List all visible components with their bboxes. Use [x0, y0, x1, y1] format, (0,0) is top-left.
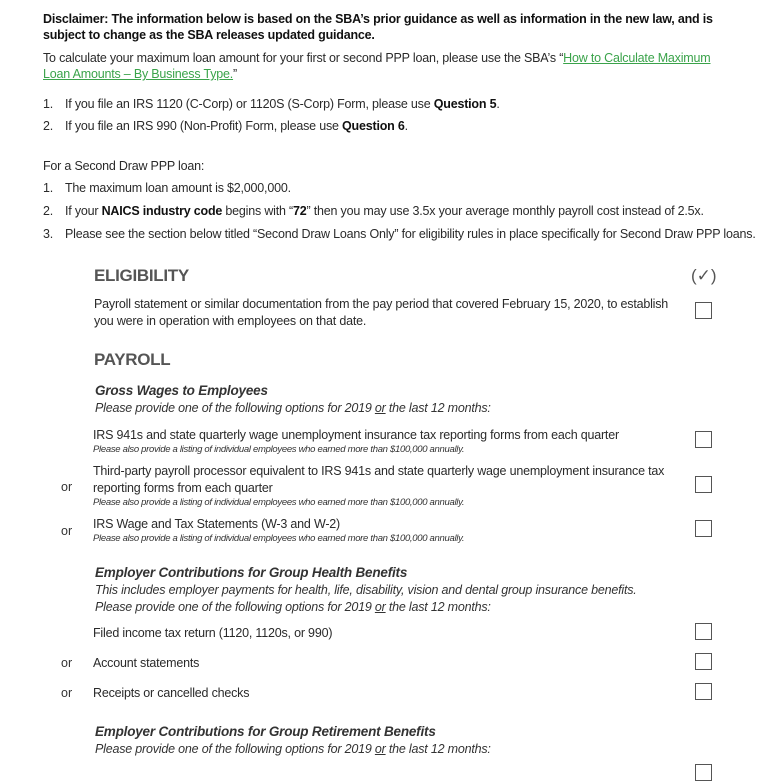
option-checkbox[interactable]	[695, 520, 712, 537]
retirement-benefits-heading: Employer Contributions for Group Retirement Benefits	[95, 724, 436, 739]
list-item: 1. If you file an IRS 1120 (C-Corp) or 1120S (S-Corp) Form, please use Question 5.	[43, 97, 500, 111]
option-checkbox[interactable]	[695, 764, 712, 781]
retirement-benefits-note: Please provide one of the following options for 2019 or the last 12 months:	[95, 742, 491, 756]
option-note: Please also provide a listing of individual employees who earned more than $100,000 annually.	[93, 444, 465, 455]
option-text: Filed income tax return (1120, 1120s, or 990)	[93, 626, 333, 640]
disclaimer-text: Disclaimer: The information below is based on the SBA’s prior guidance as well as information in the new law, and is subject to change as the SBA releases updated guidance.	[43, 12, 713, 42]
option-text: Receipts or cancelled checks	[93, 686, 250, 700]
option-text-cont: reporting forms from each quarter	[93, 481, 273, 495]
option-text: IRS 941s and state quarterly wage unemployment insurance tax reporting forms from each quarter	[93, 428, 619, 442]
option-checkbox[interactable]	[695, 431, 712, 448]
or-label: or	[61, 656, 73, 670]
question-ref: Question 6	[342, 119, 405, 133]
question-ref: Question 5	[433, 97, 497, 111]
list-number: 2.	[43, 119, 54, 133]
option-note: Please also provide a listing of individual employees who earned more than $100,000 annually.	[93, 497, 465, 508]
option-text: Third-party payroll processor equivalent to IRS 941s and state quarterly wage unemployment insurance tax	[93, 464, 665, 478]
health-benefits-heading: Employer Contributions for Group Health Benefits	[95, 565, 408, 580]
health-benefits-note2: Please provide one of the following options for 2019 or the last 12 months:	[95, 600, 491, 614]
or-label: or	[61, 524, 73, 538]
option-text: IRS Wage and Tax Statements (W-3 and W-2)	[93, 517, 341, 531]
list-item: 2. If you file an IRS 990 (Non-Profit) Form, please use Question 6.	[43, 119, 408, 133]
option-checkbox[interactable]	[695, 476, 712, 493]
intro-paragraph	[43, 50, 733, 82]
or-label: or	[61, 686, 73, 700]
gross-wages-heading: Gross Wages to Employees	[95, 383, 268, 398]
option-checkbox[interactable]	[695, 683, 712, 700]
health-benefits-note: This includes employer payments for health, life, disability, vision and dental group insurance benefits.	[95, 583, 637, 597]
option-note: Please also provide a listing of individual employees who earned more than $100,000 annually.	[93, 533, 465, 544]
list-text: If you file an IRS 990 (Non-Profit) Form, please use	[65, 119, 343, 133]
option-text: Account statements	[93, 656, 200, 670]
list-item: 3. Please see the section below titled “Second Draw Loans Only” for eligibility rules in place specifically for Second Draw PPP loans.	[43, 227, 756, 241]
naics-code-label: NAICS industry code	[101, 204, 223, 218]
payroll-heading: PAYROLL	[94, 350, 171, 369]
list-number: 1.	[43, 97, 54, 111]
max-loan-link[interactable]: How to Calculate Maximum Loan Amounts – By Business Type.	[43, 51, 711, 81]
second-draw-heading: For a Second Draw PPP loan:	[43, 159, 205, 173]
eligibility-heading: ELIGIBILITY	[94, 266, 189, 285]
eligibility-item-text: Payroll statement or similar documentation from the pay period that covered February 15, 2020, to establish you were in operation with employees on that date.	[94, 297, 669, 328]
option-checkbox[interactable]	[695, 653, 712, 670]
intro-text-end: ”	[233, 67, 237, 81]
list-item: 1. The maximum loan amount is $2,000,000.	[43, 181, 291, 195]
list-item: 2. If your NAICS industry code begins with “72” then you may use 3.5x your average monthly payroll cost instead of 2.5x.	[43, 204, 704, 218]
list-text: If you file an IRS 1120 (C-Corp) or 1120S (S-Corp) Form, please use	[65, 97, 434, 111]
gross-wages-note: Please provide one of the following options for 2019 or the last 12 months:	[95, 401, 491, 415]
or-label: or	[61, 480, 73, 494]
option-checkbox[interactable]	[695, 623, 712, 640]
checkmark-column-header: (✓)	[691, 266, 717, 285]
intro-text: To calculate your maximum loan amount for your first or second PPP loan, please use the SBA’s “	[43, 51, 564, 65]
eligibility-checkbox[interactable]	[695, 302, 712, 319]
